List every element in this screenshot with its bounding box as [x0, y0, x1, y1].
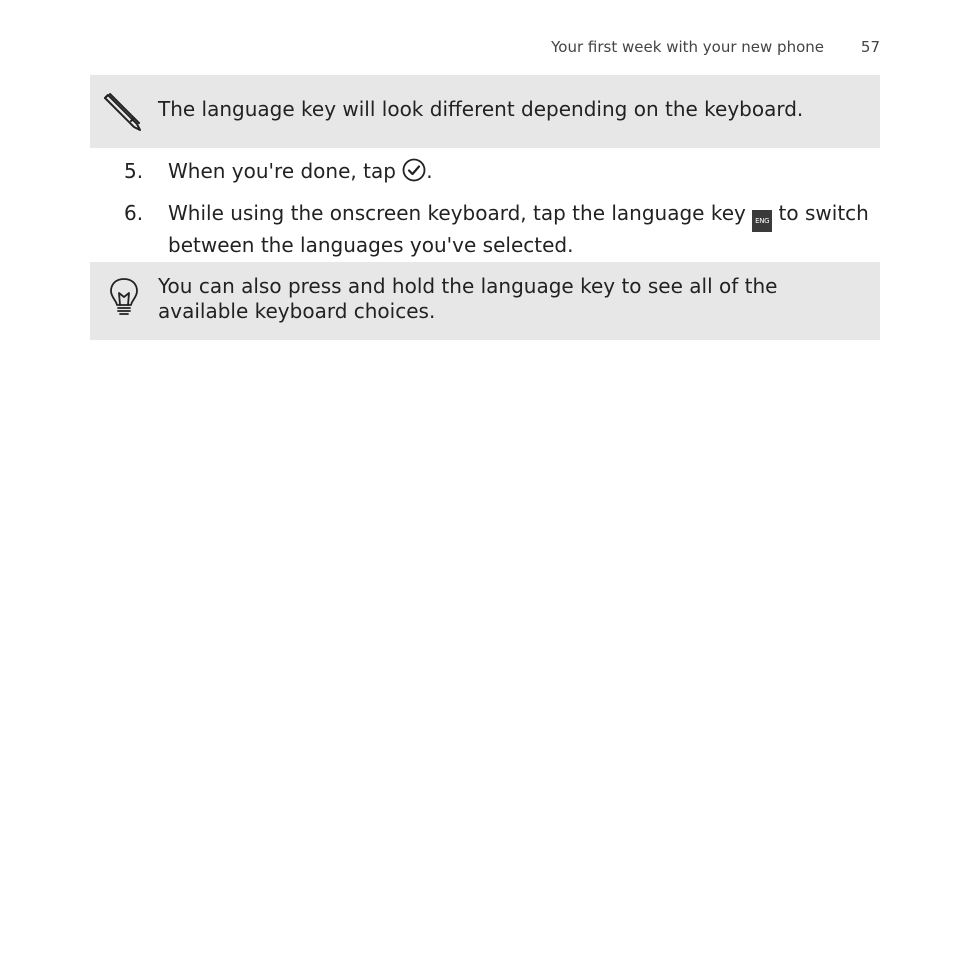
page-header — [0, 38, 880, 60]
note-text: The language key will look different depending on the keyboard. — [158, 97, 804, 121]
step-text: While using the onscreen keyboard, tap the language key — [168, 201, 753, 225]
step-text-end: to switch between the languages you've selected. — [168, 201, 869, 257]
step-number: 5. — [124, 159, 144, 183]
step-item — [90, 200, 880, 258]
step-text-end: . — [426, 159, 433, 183]
check-circle-icon — [402, 158, 426, 188]
chapter-title: Your first week with your new phone — [551, 38, 824, 56]
lightbulb-icon — [102, 276, 146, 320]
note-callout — [90, 75, 880, 148]
step-item — [90, 158, 880, 188]
tip-text: You can also press and hold the language key to see all of the available keyboard choices. — [158, 274, 778, 323]
step-text: When you're done, tap — [168, 159, 403, 183]
tip-callout — [90, 262, 880, 340]
pencil-icon — [102, 89, 146, 133]
steps-list — [90, 158, 880, 270]
step-number: 6. — [124, 201, 144, 225]
language-key-icon: ENG — [752, 210, 772, 232]
page-number: 57 — [860, 38, 880, 56]
